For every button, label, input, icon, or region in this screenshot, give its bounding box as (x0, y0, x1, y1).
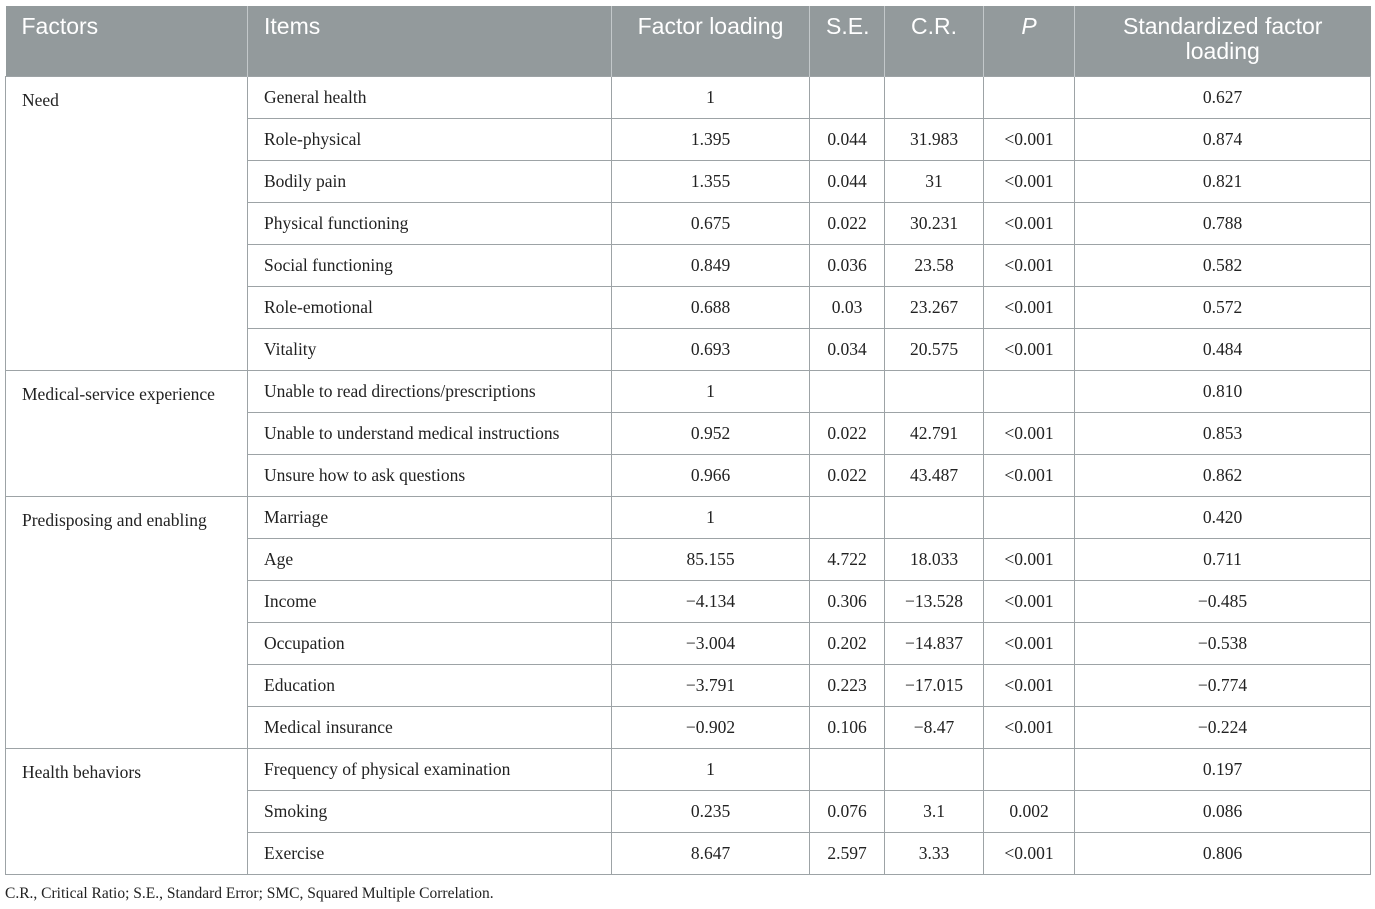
standardized-loading-cell: −0.538 (1075, 622, 1371, 664)
p-value-cell (984, 76, 1075, 118)
standardized-loading-cell: 0.420 (1075, 496, 1371, 538)
standardized-loading-cell: 0.197 (1075, 748, 1371, 790)
factor-loading-cell: 1.395 (612, 118, 810, 160)
cr-cell: −14.837 (885, 622, 984, 664)
factor-loading-table (5, 6, 1371, 875)
standardized-loading-cell: 0.484 (1075, 328, 1371, 370)
se-cell: 0.076 (810, 790, 885, 832)
header-p: P (984, 6, 1075, 76)
cr-cell: 23.58 (885, 244, 984, 286)
factor-cell: Need (6, 76, 248, 370)
item-cell: Role-physical (248, 118, 612, 160)
item-cell: Occupation (248, 622, 612, 664)
p-value-cell (984, 370, 1075, 412)
p-value-cell: <0.001 (984, 286, 1075, 328)
se-cell (810, 76, 885, 118)
p-value-cell: <0.001 (984, 412, 1075, 454)
p-value-cell: <0.001 (984, 118, 1075, 160)
factor-loading-cell: 85.155 (612, 538, 810, 580)
cr-cell: 20.575 (885, 328, 984, 370)
standardized-loading-cell: 0.874 (1075, 118, 1371, 160)
table-row (6, 76, 1371, 118)
item-cell: Medical insurance (248, 706, 612, 748)
factor-loading-cell: 1 (612, 748, 810, 790)
factor-cell: Predisposing and enabling (6, 496, 248, 748)
se-cell (810, 748, 885, 790)
se-cell (810, 370, 885, 412)
cr-cell (885, 76, 984, 118)
se-cell: 0.034 (810, 328, 885, 370)
standardized-loading-cell: −0.774 (1075, 664, 1371, 706)
factor-loading-cell: 0.966 (612, 454, 810, 496)
standardized-loading-cell: 0.821 (1075, 160, 1371, 202)
standardized-loading-cell: 0.788 (1075, 202, 1371, 244)
factor-loading-cell: −0.902 (612, 706, 810, 748)
item-cell: Role-emotional (248, 286, 612, 328)
standardized-loading-cell: 0.582 (1075, 244, 1371, 286)
factor-loading-cell: 0.952 (612, 412, 810, 454)
factor-cell: Health behaviors (6, 748, 248, 874)
cr-cell: 43.487 (885, 454, 984, 496)
cr-cell: 3.33 (885, 832, 984, 874)
cr-cell: 30.231 (885, 202, 984, 244)
p-value-cell: <0.001 (984, 160, 1075, 202)
se-cell: 0.022 (810, 454, 885, 496)
item-cell: Marriage (248, 496, 612, 538)
header-factor-loading: Factor loading (612, 6, 810, 76)
factor-loading-cell: 0.675 (612, 202, 810, 244)
factor-loading-cell: 0.693 (612, 328, 810, 370)
factor-loading-cell: −4.134 (612, 580, 810, 622)
p-value-cell: <0.001 (984, 202, 1075, 244)
p-value-cell: <0.001 (984, 706, 1075, 748)
se-cell: 0.03 (810, 286, 885, 328)
standardized-loading-cell: 0.711 (1075, 538, 1371, 580)
se-cell: 0.202 (810, 622, 885, 664)
table-row (6, 370, 1371, 412)
cr-cell: −8.47 (885, 706, 984, 748)
table-row (6, 748, 1371, 790)
item-cell: Income (248, 580, 612, 622)
item-cell: Age (248, 538, 612, 580)
cr-cell (885, 370, 984, 412)
se-cell: 0.036 (810, 244, 885, 286)
factor-loading-cell: 1.355 (612, 160, 810, 202)
p-value-cell: <0.001 (984, 244, 1075, 286)
cr-cell: 31 (885, 160, 984, 202)
se-cell: 0.022 (810, 202, 885, 244)
item-cell: Vitality (248, 328, 612, 370)
p-value-cell: <0.001 (984, 454, 1075, 496)
item-cell: Unable to understand medical instructions (248, 412, 612, 454)
item-cell: Unsure how to ask questions (248, 454, 612, 496)
factor-loading-cell: −3.791 (612, 664, 810, 706)
item-cell: Unable to read directions/prescriptions (248, 370, 612, 412)
cr-cell: −17.015 (885, 664, 984, 706)
se-cell: 0.306 (810, 580, 885, 622)
item-cell: Exercise (248, 832, 612, 874)
factor-loading-cell: 1 (612, 496, 810, 538)
factor-loading-cell: 0.688 (612, 286, 810, 328)
cr-cell: 23.267 (885, 286, 984, 328)
standardized-loading-cell: 0.806 (1075, 832, 1371, 874)
standardized-loading-cell: −0.485 (1075, 580, 1371, 622)
factor-loading-cell: 8.647 (612, 832, 810, 874)
p-value-cell: 0.002 (984, 790, 1075, 832)
cr-cell (885, 496, 984, 538)
factor-loading-cell: 0.849 (612, 244, 810, 286)
header-factors: Factors (6, 6, 248, 76)
se-cell (810, 496, 885, 538)
p-value-cell (984, 748, 1075, 790)
se-cell: 0.223 (810, 664, 885, 706)
se-cell: 2.597 (810, 832, 885, 874)
header-standardized-factor-loading: Standardized factor loading (1075, 6, 1371, 76)
se-cell: 0.106 (810, 706, 885, 748)
se-cell: 0.022 (810, 412, 885, 454)
standardized-loading-cell: 0.810 (1075, 370, 1371, 412)
table-row (6, 496, 1371, 538)
cr-cell: 31.983 (885, 118, 984, 160)
header-items: Items (248, 6, 612, 76)
p-value-cell: <0.001 (984, 580, 1075, 622)
se-cell: 0.044 (810, 160, 885, 202)
p-value-cell: <0.001 (984, 832, 1075, 874)
item-cell: Smoking (248, 790, 612, 832)
standardized-loading-cell: 0.862 (1075, 454, 1371, 496)
header-row (6, 6, 1371, 76)
standardized-loading-cell: 0.853 (1075, 412, 1371, 454)
header-cr: C.R. (885, 6, 984, 76)
p-value-cell (984, 496, 1075, 538)
p-value-cell: <0.001 (984, 538, 1075, 580)
item-cell: Frequency of physical examination (248, 748, 612, 790)
factor-loading-cell: 0.235 (612, 790, 810, 832)
standardized-loading-cell: 0.627 (1075, 76, 1371, 118)
factor-cell: Medical-service experience (6, 370, 248, 496)
item-cell: Physical functioning (248, 202, 612, 244)
item-cell: General health (248, 76, 612, 118)
standardized-loading-cell: 0.086 (1075, 790, 1371, 832)
item-cell: Bodily pain (248, 160, 612, 202)
cr-cell: 3.1 (885, 790, 984, 832)
standardized-loading-cell: −0.224 (1075, 706, 1371, 748)
cr-cell: 42.791 (885, 412, 984, 454)
p-value-cell: <0.001 (984, 664, 1075, 706)
cr-cell: 18.033 (885, 538, 984, 580)
factor-loading-cell: 1 (612, 370, 810, 412)
cr-cell: −13.528 (885, 580, 984, 622)
table-footnote: C.R., Critical Ratio; S.E., Standard Error; SMC, Squared Multiple Correlation. (5, 885, 494, 902)
p-value-cell: <0.001 (984, 328, 1075, 370)
table-body (6, 76, 1371, 874)
se-cell: 0.044 (810, 118, 885, 160)
se-cell: 4.722 (810, 538, 885, 580)
factor-loading-cell: 1 (612, 76, 810, 118)
header-se: S.E. (810, 6, 885, 76)
standardized-loading-cell: 0.572 (1075, 286, 1371, 328)
item-cell: Education (248, 664, 612, 706)
factor-loading-cell: −3.004 (612, 622, 810, 664)
p-value-cell: <0.001 (984, 622, 1075, 664)
item-cell: Social functioning (248, 244, 612, 286)
cr-cell (885, 748, 984, 790)
